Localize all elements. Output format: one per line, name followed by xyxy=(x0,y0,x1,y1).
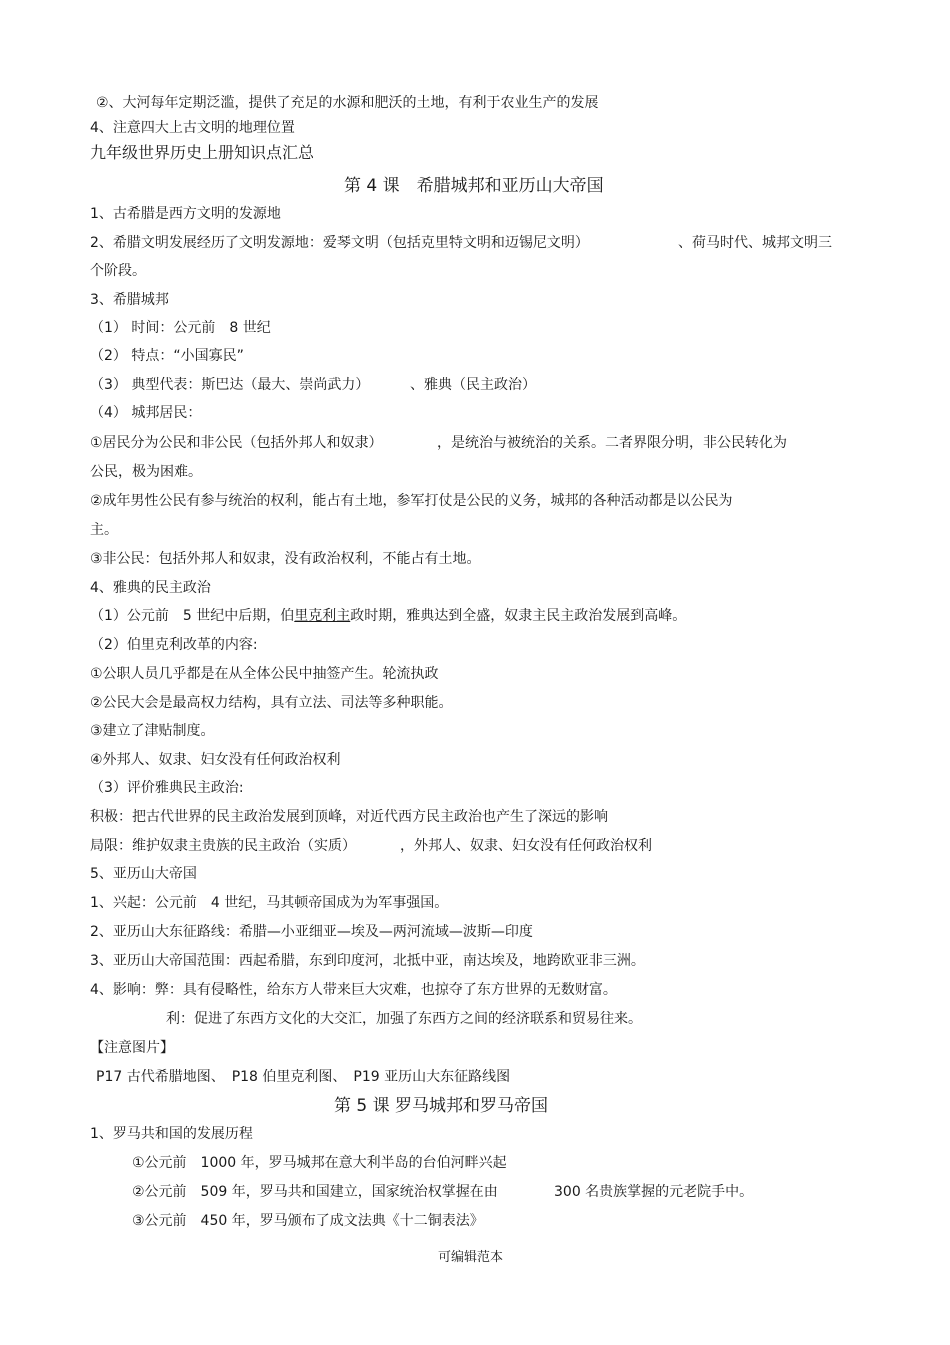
text-line: 5、亚历山大帝国 xyxy=(90,866,197,882)
text-line: 局限：维护奴隶主贵族的民主政治（实质） xyxy=(90,838,356,854)
text-line: ③建立了津贴制度。 xyxy=(90,723,215,739)
text-line: ①公元前 1000 年，罗马城邦在意大利半岛的台伯河畔兴起 xyxy=(132,1155,507,1171)
text-line: ③公元前 450 年，罗马颁布了成文法典《十二铜表法》 xyxy=(132,1213,484,1229)
text-line: （2）伯里克利改革的内容: xyxy=(90,637,258,653)
text-line: 4、雅典的民主政治 xyxy=(90,580,211,596)
text-line: （3） 典型代表：斯巴达（最大、崇尚武力） xyxy=(90,377,370,393)
text-line: ，外邦人、奴隶、妇女没有任何政治权利 xyxy=(400,838,652,854)
text-line: ④外邦人、奴隶、妇女没有任何政治权利 xyxy=(90,752,341,768)
text-line: 1、古希腊是西方文明的发源地 xyxy=(90,206,281,222)
text-line: ，是统治与被统治的关系。二者界限分明，非公民转化为 xyxy=(437,435,787,451)
text-line: 公民，极为困难。 xyxy=(90,464,202,480)
text-segment: （1）公元前 5 世纪中后期，伯 xyxy=(90,608,295,624)
text-line: （4） 城邦居民： xyxy=(90,405,202,421)
text-line: 4、注意四大上古文明的地理位置 xyxy=(90,120,295,136)
text-line: ②成年男性公民有参与统治的权利，能占有土地，参军打仗是公民的义务，城邦的各种活动都是以公民为 xyxy=(90,493,733,509)
text-line: ③非公民：包括外邦人和奴隶，没有政治权利，不能占有土地。 xyxy=(90,551,481,567)
text-line: 个阶段。 xyxy=(90,263,146,279)
text-line: 【注意图片】 xyxy=(90,1040,174,1056)
text-line: 3、希腊城邦 xyxy=(90,292,169,308)
text-line: 2、亚历山大东征路线：希腊—小亚细亚—埃及—两河流域—波斯—印度 xyxy=(90,924,533,940)
text-line: 1、兴起：公元前 4 世纪，马其顿帝国成为为军事强国。 xyxy=(90,895,449,911)
document-title: 九年级世界历史上册知识点汇总 xyxy=(90,143,315,162)
text-line: ①居民分为公民和非公民（包括外邦人和奴隶） xyxy=(90,435,383,451)
text-line: 2、希腊文明发展经历了文明发源地：爱琴文明（包括克里特文明和迈锡尼文明） xyxy=(90,235,589,251)
lesson-4-heading: 第 4 课 希腊城邦和亚历山大帝国 xyxy=(344,176,604,196)
text-line: 、荷马时代、城邦文明三 xyxy=(678,235,832,251)
text-line: ②、大河每年定期泛滥，提供了充足的水源和肥沃的土地，有利于农业生产的发展 xyxy=(96,95,599,111)
text-line: 1、罗马共和国的发展历程 xyxy=(90,1126,253,1142)
text-line: 积极：把古代世界的民主政治发展到顶峰，对近代西方民主政治也产生了深远的影响 xyxy=(90,809,608,825)
text-line: 3、亚历山大帝国范围：西起希腊，东到印度河，北抵中亚，南达埃及，地跨欧亚非三洲。 xyxy=(90,953,645,969)
text-line: P17 古代希腊地图、 P18 伯里克利图、 P19 亚历山大东征路线图 xyxy=(96,1069,511,1085)
text-segment: 政时期，雅典达到全盛，奴隶主民主政治发展到高峰。 xyxy=(350,608,687,624)
text-line: 300 名贵族掌握的元老院手中。 xyxy=(554,1184,754,1200)
text-line: ②公元前 509 年，罗马共和国建立，国家统治权掌握在由 xyxy=(132,1184,498,1200)
text-line: 、雅典（民主政治） xyxy=(410,377,536,393)
text-line: ②公民大会是最高权力结构，具有立法、司法等多种职能。 xyxy=(90,695,453,711)
lesson-5-heading: 第 5 课 罗马城邦和罗马帝国 xyxy=(334,1096,549,1116)
text-line xyxy=(90,607,686,625)
text-line: （3）评价雅典民主政治: xyxy=(90,780,244,796)
underlined-name: 里克利主 xyxy=(294,608,351,624)
text-line: 4、影响：弊：具有侵略性，给东方人带来巨大灾难，也掠夺了东方世界的无数财富。 xyxy=(90,982,617,998)
text-line: 利：促进了东西方文化的大交汇，加强了东西方之间的经济联系和贸易往来。 xyxy=(166,1011,642,1027)
text-line: （2） 特点：“小国寡民” xyxy=(90,348,244,364)
page-footer: 可编辑范本 xyxy=(438,1250,504,1265)
text-line: （1） 时间：公元前 8 世纪 xyxy=(90,320,271,336)
text-line: ①公职人员几乎都是在从全体公民中抽签产生。轮流执政 xyxy=(90,666,439,682)
text-line: 主。 xyxy=(90,522,118,538)
